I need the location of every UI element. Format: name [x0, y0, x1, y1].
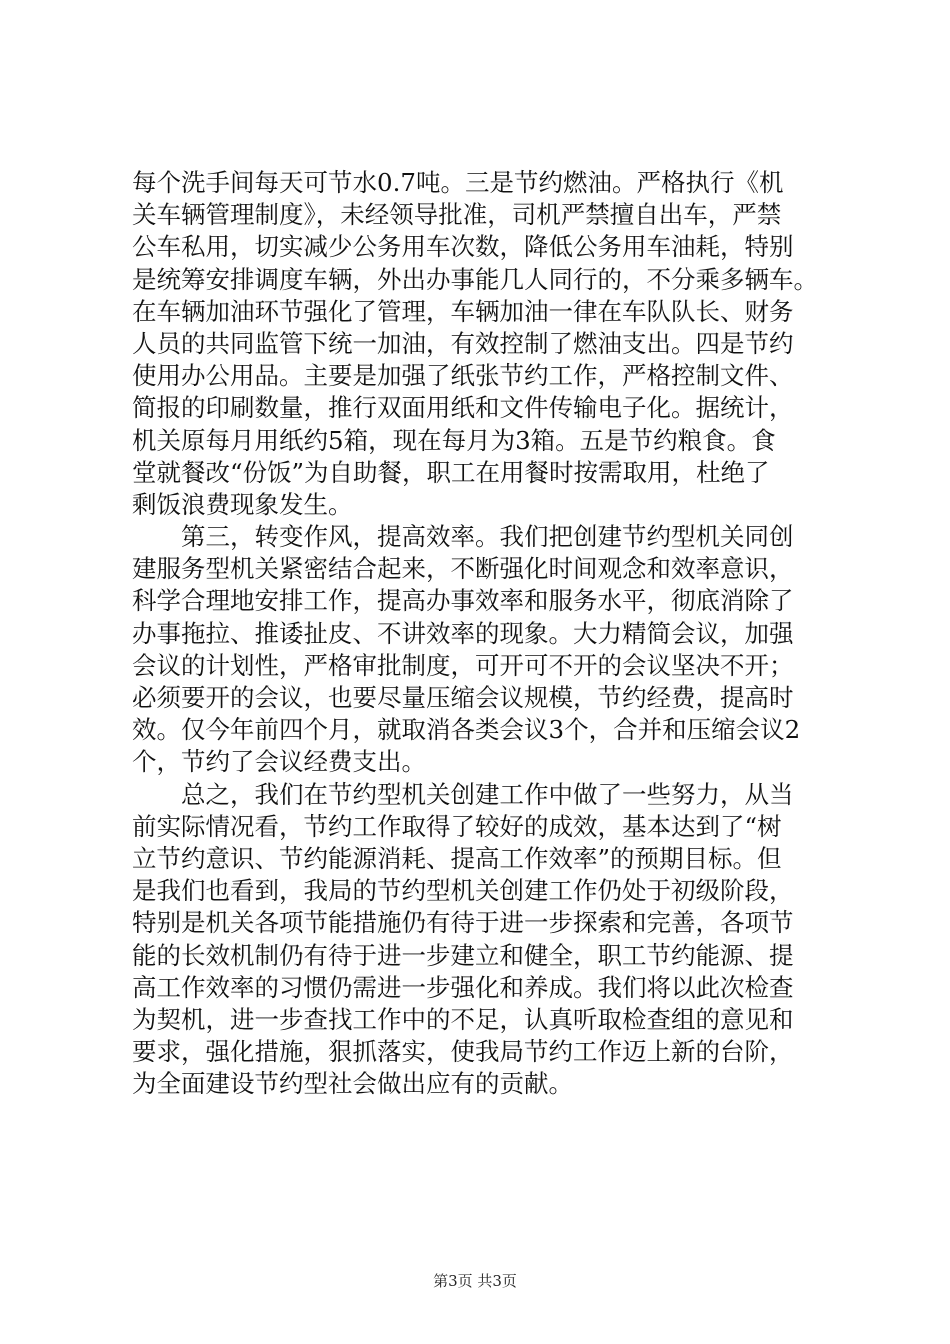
text-line: 使用办公用品。主要是加强了纸张节约工作，严格控制文件、 — [132, 361, 794, 391]
page-number-footer: 第3页 共3页 — [433, 1272, 517, 1290]
text-line: 个，节约了会议经费支出。 — [132, 747, 426, 777]
text-line: 办事拖拉、推诿扯皮、不讲效率的现象。大力精简会议，加强 — [132, 618, 794, 648]
text-line: 在车辆加油环节强化了管理，车辆加油一律在车队队长、财务 — [132, 296, 794, 326]
text-line: 为全面建设节约型社会做出应有的贡献。 — [132, 1069, 573, 1099]
text-line: 人员的共同监管下统一加油，有效控制了燃油支出。四是节约 — [132, 328, 794, 358]
text-line: 特别是机关各项节能措施仍有待于进一步探索和完善，各项节 — [132, 908, 794, 938]
text-line: 剩饭浪费现象发生。 — [132, 489, 353, 519]
text-line: 高工作效率的习惯仍需进一步强化和养成。我们将以此次检查 — [132, 972, 794, 1002]
text-line: 堂就餐改“份饭”为自助餐，职工在用餐时按需取用，杜绝了 — [132, 457, 770, 487]
text-line: 为契机，进一步查找工作中的不足，认真听取检查组的意见和 — [132, 1004, 794, 1034]
text-line: 前实际情况看，节约工作取得了较好的成效，基本达到了“树 — [132, 811, 782, 841]
text-line: 简报的印刷数量，推行双面用纸和文件传输电子化。据统计， — [132, 393, 794, 423]
text-line: 效。仅今年前四个月，就取消各类会议3个，合并和压缩会议2 — [132, 715, 801, 745]
text-line: 能的长效机制仍有待于进一步建立和健全，职工节约能源、提 — [132, 940, 794, 970]
text-line: 关车辆管理制度》，未经领导批准，司机严禁擅自出车，严禁 — [132, 200, 782, 230]
text-line: 总之，我们在节约型机关创建工作中做了一些努力，从当 — [132, 779, 794, 809]
text-line: 建服务型机关紧密结合起来，不断强化时间观念和效率意识， — [132, 554, 794, 584]
text-line: 立节约意识、节约能源消耗、提高工作效率”的预期目标。但 — [132, 843, 782, 873]
text-line: 第三，转变作风，提高效率。我们把创建节约型机关同创 — [132, 522, 794, 552]
document-body — [132, 167, 832, 1100]
text-line: 机关原每月用纸约5箱，现在每月为3箱。五是节约粮食。食 — [132, 425, 776, 455]
text-line: 要求，强化措施，狠抓落实，使我局节约工作迈上新的台阶， — [132, 1037, 794, 1067]
text-line: 科学合理地安排工作，提高办事效率和服务水平，彻底消除了 — [132, 586, 794, 616]
text-line: 必须要开的会议，也要尽量压缩会议规模，节约经费，提高时 — [132, 683, 794, 712]
text-line: 公车私用，切实减少公务用车次数，降低公务用车油耗，特别 — [132, 232, 794, 262]
text-line: 是统筹安排调度车辆，外出办事能几人同行的，不分乘多辆车。 — [132, 264, 818, 294]
text-line: 每个洗手间每天可节水0.7吨。三是节约燃油。严格执行《机 — [132, 168, 784, 197]
text-line: 是我们也看到，我局的节约型机关创建工作仍处于初级阶段， — [132, 876, 794, 906]
text-line: 会议的计划性，严格审批制度，可开可不开的会议坚决不开； — [132, 650, 794, 680]
